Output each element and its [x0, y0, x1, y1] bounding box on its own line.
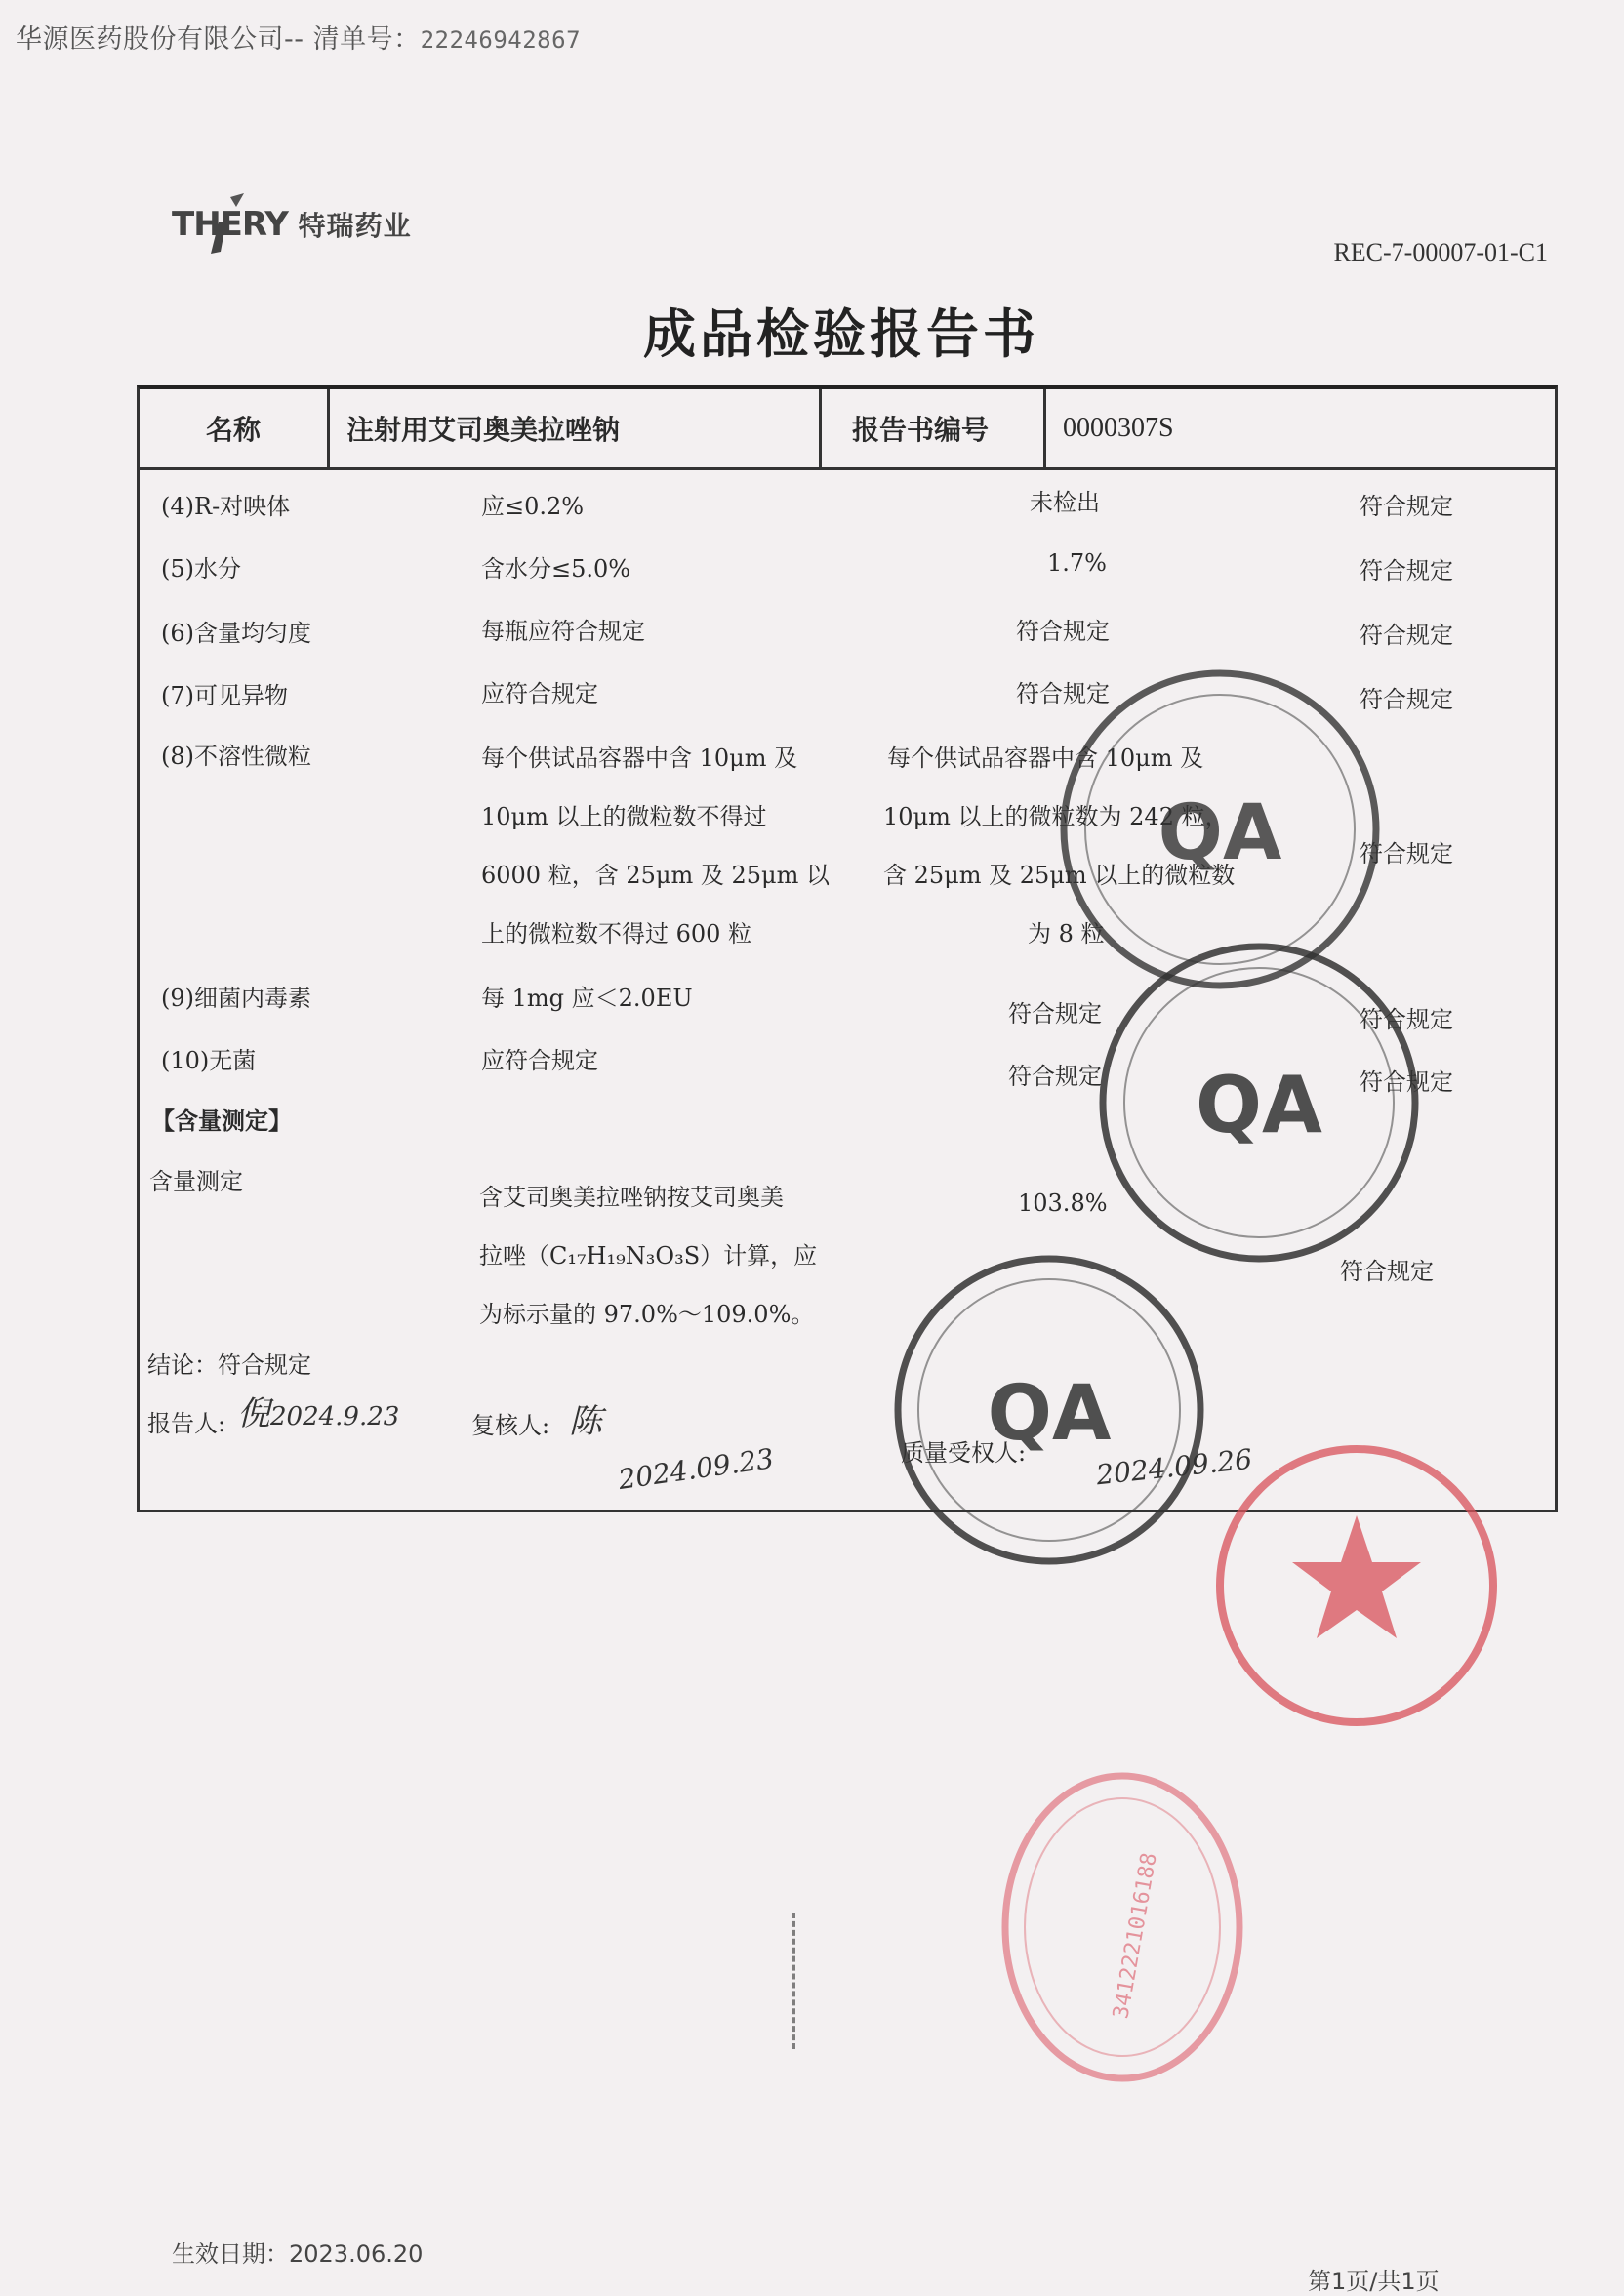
item-label: (4)R-对映体 [161, 493, 291, 520]
standard-text: 每瓶应符合规定 [481, 618, 645, 645]
red-seal-serial: 3412221016188 [1109, 1850, 1162, 2021]
reporter-date: 2024.9.23 [270, 1402, 400, 1431]
conclusion-text: 符合规定 [1360, 840, 1453, 867]
standard-text: 应≤0.2% [481, 493, 585, 520]
standard-text: 应符合规定 [481, 1047, 598, 1074]
result-text: 未检出 [1030, 489, 1100, 516]
name-label: 名称 [205, 414, 261, 446]
conclusion-text: 符合规定 [1360, 686, 1453, 713]
standard-text: 含水分≤5.0% [481, 555, 631, 583]
conclusion-text: 符合规定 [1360, 622, 1453, 649]
result-text: 符合规定 [1008, 1000, 1102, 1027]
standard-text: 上的微粒数不得过 600 粒 [481, 920, 752, 947]
logo-latin: THERY [172, 205, 288, 244]
reporter-signature: 倪2024.9.23 [237, 1394, 400, 1433]
assay-section-title: 【含量测定】 [151, 1107, 292, 1135]
conclusion-line: 结论：符合规定 [147, 1351, 311, 1379]
item-label: (8)不溶性微粒 [161, 743, 311, 770]
red-company-seal [1210, 1439, 1503, 1732]
qa-stamp-text: QA [987, 1370, 1112, 1458]
page-number: 第1页/共1页 [1308, 2268, 1440, 2295]
standard-text: 应符合规定 [481, 680, 598, 707]
effective-date: 生效日期：2023.06.20 [172, 2240, 424, 2268]
standard-text: 每个供试品容器中含 10μm 及 [481, 745, 798, 772]
report-header-row [140, 389, 1555, 470]
reviewer-label: 复核人: [471, 1412, 550, 1439]
top-header [16, 18, 581, 56]
standard-text: 含艾司奥美拉唑钠按艾司奥美 [479, 1184, 784, 1211]
standard-text: 6000 粒，含 25μm 及 25μm 以 [481, 862, 831, 889]
conclusion-text: 符合规定 [1360, 557, 1453, 584]
result-text: 含 25μm 及 25μm 以上的微粒数 [883, 862, 1236, 889]
list-number: 22246942867 [420, 26, 582, 54]
qa-stamp-3 [888, 1249, 1210, 1571]
logo-chinese: 特瑞药业 [298, 210, 412, 242]
conclusion-text: 符合规定 [1360, 1068, 1453, 1096]
item-label: (5)水分 [161, 555, 241, 583]
item-label: (6)含量均匀度 [161, 620, 311, 647]
result-text: 10μm 以上的微粒数为 242 粒， [883, 803, 1229, 830]
item-label: (10)无菌 [161, 1047, 257, 1074]
qa-stamp-text: QA [1157, 789, 1282, 877]
item-label: (7)可见异物 [161, 682, 288, 709]
item-label: 含量测定 [149, 1168, 243, 1195]
company-logo [172, 205, 412, 244]
qa-stamp-2 [1093, 937, 1425, 1269]
report-no-value: 0000307S [1063, 413, 1174, 443]
result-text: 为 8 粒 [1028, 920, 1105, 947]
reporter-label: 报告人: [147, 1410, 226, 1437]
page-title: 成品检验报告书 [643, 302, 1039, 365]
result-text: 符合规定 [1016, 680, 1110, 707]
authorizer-label: 质量受权人: [901, 1439, 1027, 1467]
reviewer-date: 2024.09.23 [616, 1442, 776, 1496]
product-name: 注射用艾司奥美拉唑钠 [346, 414, 621, 446]
standard-text: 每 1mg 应＜2.0EU [481, 985, 693, 1012]
qa-stamp-text: QA [1196, 1060, 1322, 1150]
reviewer-signature: 陈 [569, 1402, 602, 1441]
result-text: 103.8% [1018, 1189, 1108, 1217]
result-text: 符合规定 [1016, 618, 1110, 645]
red-quality-report-seal [995, 1766, 1249, 2088]
authorizer-date: 2024.09.26 [1094, 1442, 1254, 1492]
list-label: 清单号： [312, 24, 421, 55]
company-name: 华源医药股份有限公司-- [16, 24, 313, 55]
result-text: 每个供试品容器中含 10μm 及 [887, 745, 1204, 772]
conclusion-text: 符合规定 [1340, 1258, 1434, 1285]
standard-text: 为标示量的 97.0%～109.0%。 [479, 1301, 815, 1328]
report-no-label: 报告书编号 [852, 414, 990, 446]
item-label: (9)细菌内毒素 [161, 985, 311, 1012]
document-number: REC-7-00007-01-C1 [1333, 238, 1548, 266]
conclusion-text: 符合规定 [1360, 1006, 1453, 1033]
result-text: 符合规定 [1008, 1063, 1102, 1090]
standard-text: 拉唑（C₁₇H₁₉N₃O₃S）计算，应 [479, 1242, 818, 1269]
standard-text: 10μm 以上的微粒数不得过 [481, 803, 767, 830]
conclusion-text: 符合规定 [1360, 493, 1453, 520]
result-text: 1.7% [1047, 549, 1107, 577]
